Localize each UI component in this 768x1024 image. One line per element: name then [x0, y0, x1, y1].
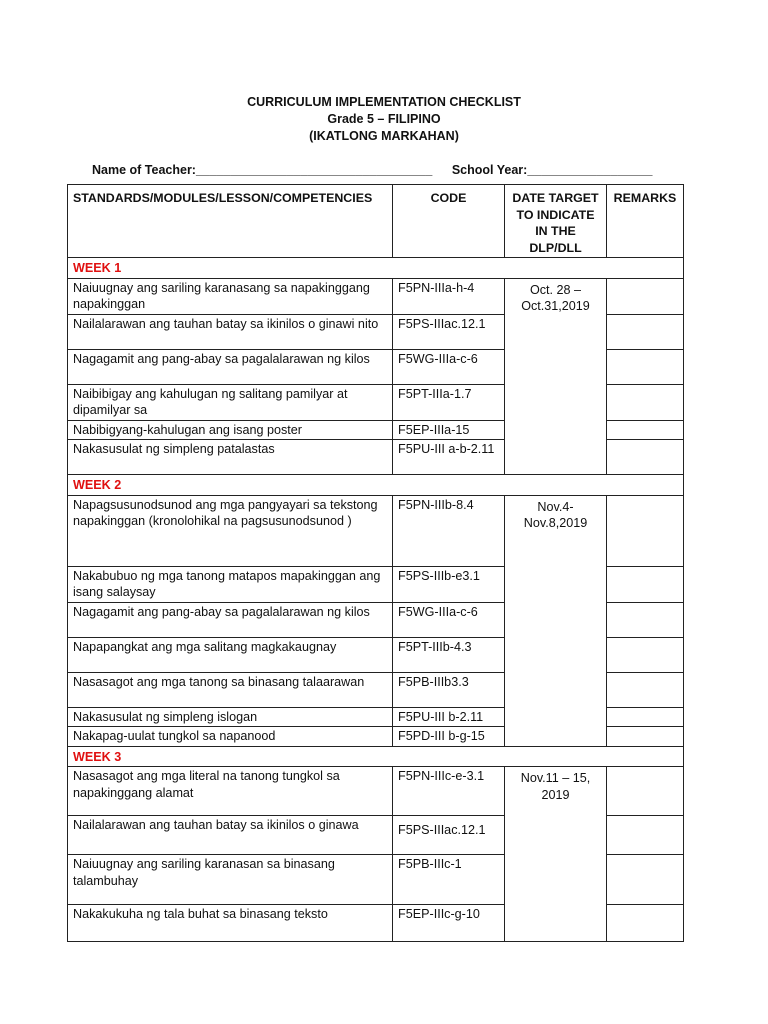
table-row	[68, 767, 684, 816]
competency-cell: Naibibigay ang kahulugan ng salitang pamilyar at dipamilyar sa	[68, 384, 393, 420]
quarter-label: (IKATLONG MARKAHAN)	[309, 129, 459, 143]
competency-cell: Nakasusulat ng simpleng patalastas	[68, 440, 393, 475]
competency-cell: Nagagamit ang pang-abay sa pagalalarawan ng kilos	[68, 602, 393, 637]
competency-cell: Nakasusulat ng simpleng islogan	[68, 707, 393, 727]
code-cell: F5PD-III b-g-15	[393, 727, 505, 747]
remarks-cell	[607, 816, 684, 855]
code-cell: F5EP-IIIc-g-10	[393, 905, 505, 942]
code-cell: F5PS-IIIac.12.1	[393, 816, 505, 855]
remarks-cell	[607, 349, 684, 384]
competency-cell: Napapangkat ang mga salitang magkakaugnay	[68, 637, 393, 672]
remarks-cell	[607, 905, 684, 942]
remarks-cell	[607, 440, 684, 475]
competency-cell: Naiuugnay ang sariling karanasan sa binasang talambuhay	[68, 855, 393, 905]
date-target-cell: Nov.11 – 15, 2019	[505, 767, 607, 942]
remarks-cell	[607, 314, 684, 349]
code-cell: F5PU-III a-b-2.11	[393, 440, 505, 475]
code-cell: F5PS-IIIac.12.1	[393, 314, 505, 349]
table-row	[68, 278, 684, 314]
code-cell: F5PN-IIIa-h-4	[393, 278, 505, 314]
code-cell: F5WG-IIIa-c-6	[393, 349, 505, 384]
remarks-cell	[607, 495, 684, 566]
competency-cell: Nasasagot ang mga tanong sa binasang talaarawan	[68, 672, 393, 707]
date-target-cell: Oct. 28 – Oct.31,2019	[505, 278, 607, 475]
table-header-row	[68, 185, 684, 258]
remarks-cell	[607, 637, 684, 672]
competency-cell: Nagagamit ang pang-abay sa pagalalarawan ng kilos	[68, 349, 393, 384]
remarks-cell	[607, 420, 684, 440]
code-cell: F5PT-IIIa-1.7	[393, 384, 505, 420]
competency-cell: Nakapag-uulat tungkol sa napanood	[68, 727, 393, 747]
remarks-cell	[607, 707, 684, 727]
column-header-date-target: DATE TARGET TO INDICATE IN THE DLP/DLL	[505, 185, 607, 258]
code-cell: F5WG-IIIa-c-6	[393, 602, 505, 637]
checklist-table	[67, 184, 684, 942]
week-row	[68, 746, 684, 767]
code-cell: F5PN-IIIc-e-3.1	[393, 767, 505, 816]
competency-cell: Nailalarawan ang tauhan batay sa ikinilos o ginawa	[68, 816, 393, 855]
teacher-schoolyear-row	[92, 163, 652, 177]
teacher-name-field: Name of Teacher:__________________________________	[92, 163, 433, 177]
code-cell: F5PN-IIIb-8.4	[393, 495, 505, 566]
remarks-cell	[607, 384, 684, 420]
remarks-cell	[607, 855, 684, 905]
remarks-cell	[607, 566, 684, 602]
code-cell: F5PS-IIIb-e3.1	[393, 566, 505, 602]
grade-subject: Grade 5 – FILIPINO	[327, 112, 441, 126]
remarks-cell	[607, 767, 684, 816]
competency-cell: Nailalarawan ang tauhan batay sa ikinilos o ginawi nito	[68, 314, 393, 349]
school-year-field: School Year:__________________	[451, 163, 653, 177]
column-header-competencies: STANDARDS/MODULES/LESSON/COMPETENCIES	[68, 185, 393, 258]
competency-cell: Nakabubuo ng mga tanong matapos mapakinggan ang isang salaysay	[68, 566, 393, 602]
competency-cell: Nakakukuha ng tala buhat sa binasang teksto	[68, 905, 393, 942]
week-label: WEEK 3	[68, 746, 684, 767]
competency-cell: Napagsusunodsunod ang mga pangyayari sa tekstong napakinggan (kronolohikal na pagsusunodsunod )	[68, 495, 393, 566]
remarks-cell	[607, 602, 684, 637]
competency-cell: Nabibigyang-kahulugan ang isang poster	[68, 420, 393, 440]
remarks-cell	[607, 278, 684, 314]
code-cell: F5PB-IIIc-1	[393, 855, 505, 905]
column-header-code: CODE	[393, 185, 505, 258]
code-cell: F5EP-IIIa-15	[393, 420, 505, 440]
code-cell: F5PU-III b-2.11	[393, 707, 505, 727]
code-cell: F5PT-IIIb-4.3	[393, 637, 505, 672]
code-cell: F5PB-IIIb3.3	[393, 672, 505, 707]
document-title: CURRICULUM IMPLEMENTATION CHECKLIST	[247, 95, 521, 109]
week-row	[68, 258, 684, 279]
week-row	[68, 475, 684, 496]
table-row	[68, 495, 684, 566]
competency-cell: Nasasagot ang mga literal na tanong tungkol sa napakinggang alamat	[68, 767, 393, 816]
competency-cell: Naiuugnay ang sariling karanasang sa napakinggang napakinggan	[68, 278, 393, 314]
remarks-cell	[607, 727, 684, 747]
column-header-remarks: REMARKS	[607, 185, 684, 258]
date-target-cell: Nov.4-Nov.8,2019	[505, 495, 607, 746]
remarks-cell	[607, 672, 684, 707]
week-label: WEEK 1	[68, 258, 684, 279]
week-label: WEEK 2	[68, 475, 684, 496]
